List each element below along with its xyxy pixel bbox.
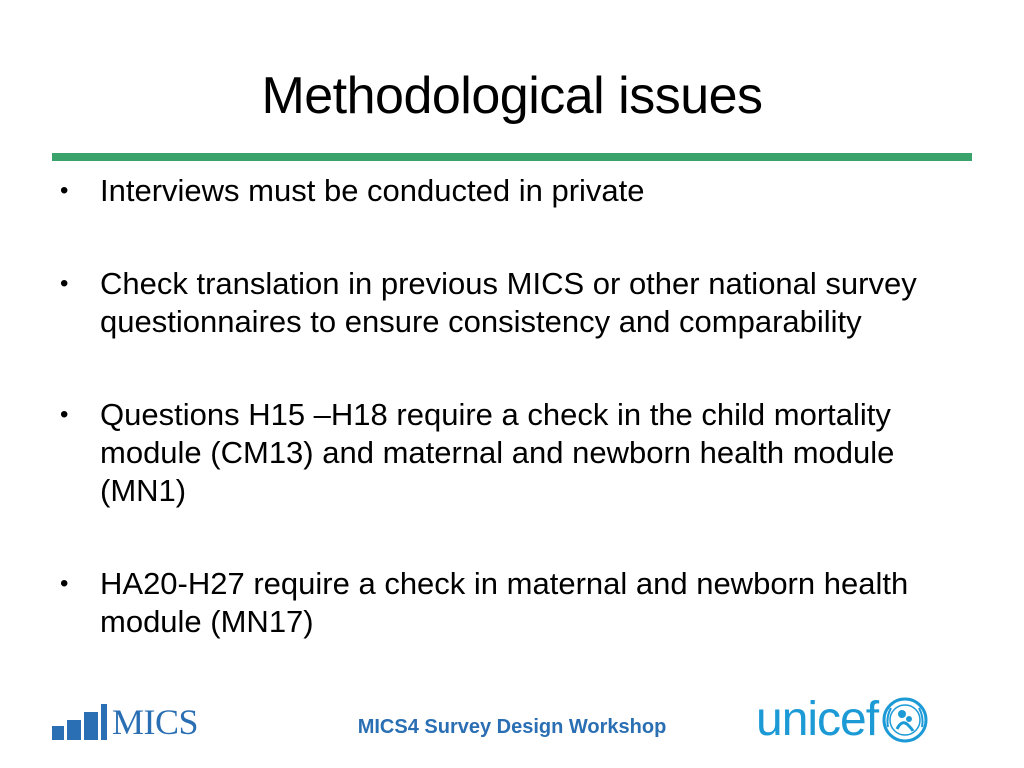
mics-logo-bar-icon: [101, 704, 107, 740]
title-divider: [52, 153, 972, 161]
bullet-list: [60, 172, 980, 641]
bullet-item: [60, 172, 980, 210]
unicef-logo: [756, 694, 928, 746]
mics-logo-bar-icon: [84, 712, 98, 740]
bullet-item: [60, 565, 980, 641]
mics-logo-text: MICS: [112, 702, 199, 742]
slide-title: Methodological issues: [261, 67, 763, 125]
bullet-text: Interviews must be conducted in private: [100, 173, 645, 208]
bullet-marker: •: [60, 270, 69, 297]
bullet-marker: •: [60, 401, 69, 428]
mics-logo: [52, 700, 198, 740]
unicef-emblem-icon: [882, 697, 928, 743]
bullet-item: [60, 265, 980, 341]
mics-logo-bar-icon: [52, 726, 64, 740]
unicef-logo-text: unicef: [756, 693, 879, 746]
footer-workshop-title: MICS4 Survey Design Workshop: [357, 716, 667, 738]
mics-logo-bar-icon: [67, 720, 81, 740]
bullet-marker: •: [60, 177, 69, 204]
bullet-text: Questions H15 –H18 require a check in the child mortality module (CM13) and maternal and newborn health module (MN1): [100, 397, 895, 508]
bullet-text: HA20-H27 require a check in maternal and newborn health module (MN17): [100, 566, 909, 639]
bullet-text: Check translation in previous MICS or other national survey questionnaires to ensure consistency and comparability: [100, 266, 917, 339]
bullet-item: [60, 396, 980, 510]
bullet-marker: •: [60, 570, 69, 597]
